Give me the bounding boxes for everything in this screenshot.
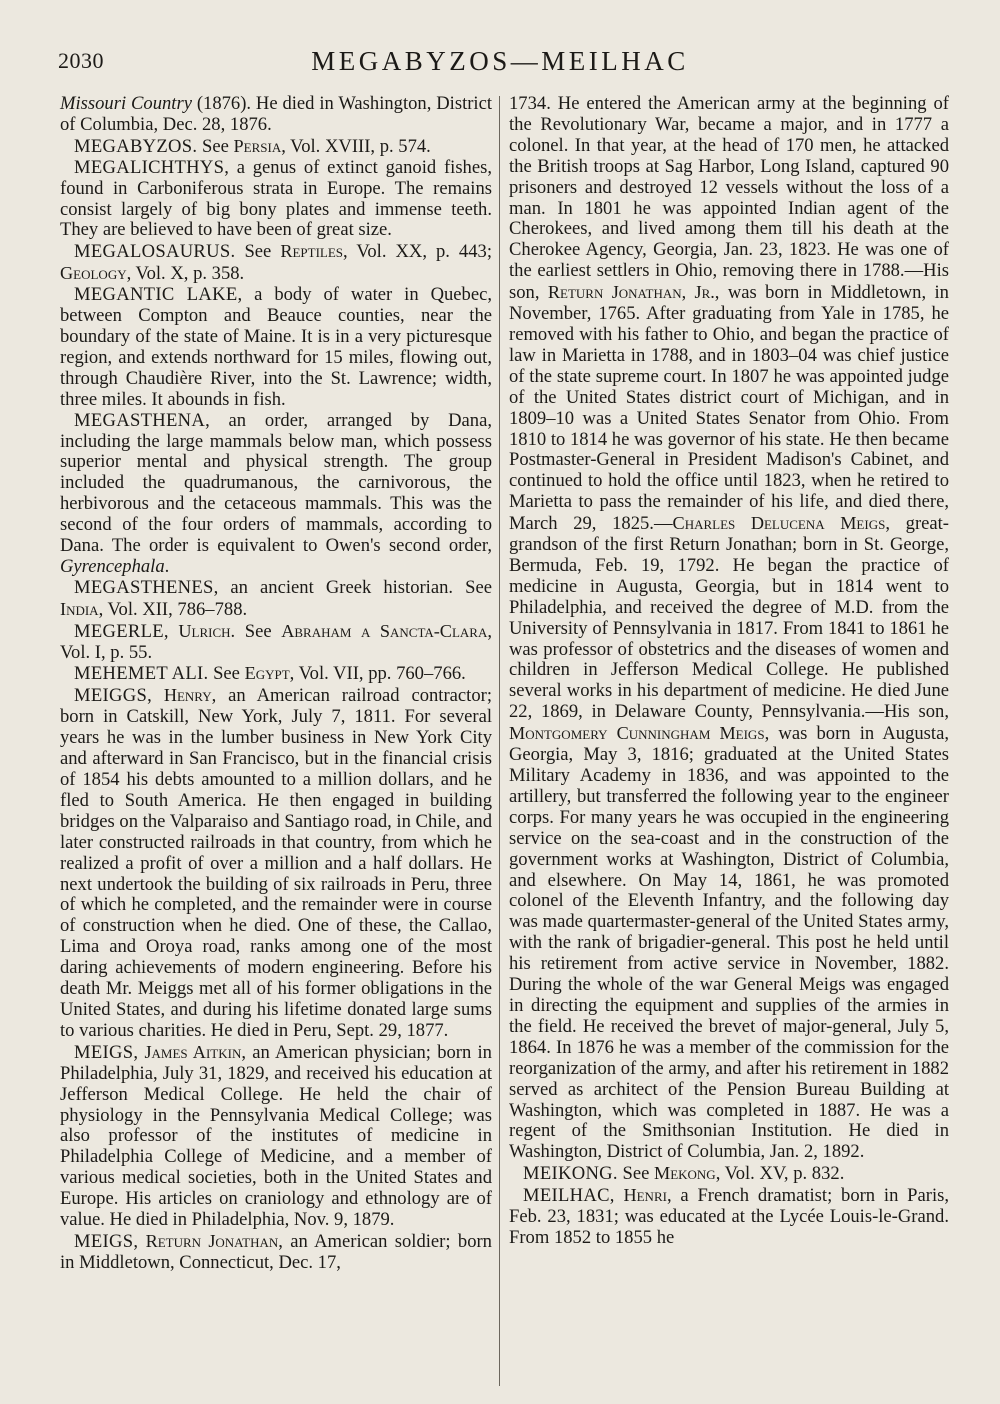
entry-text: , an order, arranged by Dana, including the large mammals below man, which possess superior mental and physical strength. The group included the quadrumanous, the carnivorous, the herbivorous and the cetaceous mammals. This was the second of the four orders of mammals, according to Dana. The order is equivalent to Owen's second order, [60, 409, 492, 557]
entry-meikong [509, 1163, 949, 1185]
entry-text: , Vol. XVIII, p. 574. [281, 135, 431, 157]
entry-headword: MEGABYZOS. [74, 135, 198, 157]
entry-text: , an ancient Greek historian. See [213, 576, 492, 598]
left-column [60, 94, 492, 1274]
given-name: Ulrich [168, 620, 231, 641]
entry-text: , was born in Middletown, in November, 1765. After graduating from Yale in 1785, he removed with his father to Ohio, and began the practice of law in Marietta in 1788, and in 1803–04 was chief justice of the state supreme court. In 1807 he was appointed judge of the United States district court of Michigan, and in 1809–10 was a United States Senator from Ohio. From 1810 to 1814 he was governor of his state. He then became Postmaster-General in President Madison's Cabinet, and continued to hold the office until 1823, when he retired to Marietta to pass the remainder of his life, and died there, March 29, 1825.— [509, 282, 949, 535]
entry-headword: MEGASTHENA [74, 409, 206, 431]
entry-continuation [509, 94, 949, 1163]
given-name: James Aitkin [138, 1041, 242, 1062]
entry-megabyzos [60, 136, 492, 158]
entry-text: , a French dramatist; born in Paris, Feb. 23, 1831; was educated at the Lycée Louis-le-Grand. From 1852 to 1855 he [509, 1185, 949, 1248]
entry-headword: MEGALOSAURUS. [74, 241, 236, 263]
entry-text: See [617, 1163, 654, 1185]
entry-text: , Vol. XX, p. 443; [343, 241, 492, 263]
column-rule [499, 96, 500, 1386]
given-name: Henry [152, 685, 212, 706]
person-name: Montgomery Cunningham Meigs [509, 723, 765, 744]
entry-headword: MEGANTIC LAKE [74, 284, 238, 306]
entry-megalosaurus [60, 241, 492, 285]
given-name: Henri [614, 1185, 667, 1206]
cross-reference: Reptiles [280, 241, 344, 262]
entry-text: . [164, 555, 170, 577]
entry-text: , a genus of extinct ganoid fishes, found in Carboniferous strata in Europe. The remains consist largely of big bony plates and immense teeth. They are believed to have been of great size. [60, 156, 492, 241]
entry-meigs-return-jonathan [60, 1231, 492, 1274]
entry-headword: MEIGS, [74, 1041, 139, 1063]
entry-text: See [235, 241, 281, 263]
person-name: Return Jonathan, Jr. [547, 282, 715, 303]
entry-text: , Vol. X, p. 358. [126, 263, 245, 285]
entry-text: , Vol. XV, p. 832. [715, 1163, 845, 1185]
person-name: Charles Delucena Meigs [672, 513, 886, 534]
entry-megerle [60, 621, 492, 664]
italic-title: Missouri Country [60, 93, 192, 114]
entry-meigs-james-aitkin [60, 1042, 492, 1231]
entry-meilhac [509, 1185, 949, 1249]
running-head: MEGABYZOS—MEILHAC [311, 46, 689, 76]
entry-text: , an American soldier; born in Middletown, Connecticut, Dec. 17, [60, 1230, 492, 1273]
page-number: 2030 [58, 48, 104, 73]
entry-text: See [197, 135, 234, 157]
entry-text: , Vol. VII, pp. 760–766. [289, 663, 466, 685]
entry-headword: MEGASTHENES [74, 576, 214, 598]
entry-headword: MEIGGS, [74, 685, 153, 707]
entry-headword: MEILHAC, [523, 1185, 615, 1207]
given-name: Return Jonathan [138, 1230, 279, 1251]
entry-text: See [208, 663, 245, 685]
cross-reference: Egypt [244, 663, 290, 684]
entry-text: , great-grandson of the first Return Jonathan; born in St. George, Bermuda, Feb. 19, 1792. He began the practice of medicine in Augusta, Georgia, but in 1814 went to Philadelphia, and received the degree of M.D. from the University of Pennsylvania in 1817. From 1841 to 1861 he was professor of obstetrics and the diseases of women and children in Jefferson Medical College. He published several works in his department of medicine. He died June 22, 1869, in Delaware County, Pennsylvania.—His son, [509, 513, 949, 723]
entry-text: , Vol. XII, 786–788. [98, 598, 248, 620]
cross-reference: Geology [60, 263, 127, 284]
entry-text: , a body of water in Quebec, between Compton and Beauce counties, near the boundary of the state of Maine. It is in a very picturesque region, and extends northward for 15 miles, flowing out, through Chaudière River, into the St. Lawrence; width, three miles. It abounds in fish. [60, 284, 492, 410]
cross-reference: India [60, 598, 99, 619]
entry-megantic-lake [60, 285, 492, 410]
entry-continuation [60, 94, 492, 136]
cross-reference: Abraham a Sancta-Clara [281, 620, 488, 641]
entry-headword: MEGALICHTHYS [74, 156, 225, 178]
entry-mehemet-ali [60, 663, 492, 685]
entry-headword: MEIGS, [74, 1230, 139, 1252]
entry-text: . See [230, 620, 282, 642]
entry-text: , an American physician; born in Philadelphia, July 31, 1829, and received his education at Jefferson Medical College. He held the chair of physiology in the Pennsylvania Medical College; was also professor of the institutes of medicine in Philadelphia College of Medicine, and a member of various medical societies, both in the United States and Europe. His articles on craniology and ethnology are of value. He died in Philadelphia, Nov. 9, 1879. [60, 1041, 492, 1231]
entry-text: , an American railroad contractor; born in Catskill, New York, July 7, 1811. For several years he was in the lumber business in New York City and afterward in San Francisco, but in the financial crisis of 1854 his debts amounted to a million dollars, and he fled to South America. He then engaged in building bridges on the Valparaiso and Santiago road, in Chile, and later constructed railroads in that country, from which he realized a profit of over a million and a half dollars. He next undertook the building of six railroads in Peru, three of which he completed, and the remainder were in course of construction when he died. One of these, the Callao, Lima and Oroya road, ranks among one of the most daring achievements of modern engineering. Before his death Mr. Meiggs met all of his former obligations in the United States, and during his lifetime donated large sums to various charities. He died in Peru, Sept. 29, 1877. [60, 685, 492, 1041]
entry-text: (1876). He died in Washington, District of Columbia, Dec. 28, 1876. [60, 93, 493, 135]
entry-megalichthys [60, 158, 492, 242]
cross-reference: Mekong [654, 1163, 716, 1184]
cross-reference: Persia [233, 135, 282, 156]
entry-headword: MEHEMET ALI. [74, 663, 209, 685]
entry-text: 1734. He entered the American army at the beginning of the Revolutionary War, became a major, and in 1777 a colonel. In that year, at the head of 170 men, he attacked the British troops at Sag Harbor, Long Island, captured 90 prisoners and destroyed 12 vessels without the loss of a man. In 1801 he was appointed Indian agent of the Cherokees, and lived among them till his death at the Cherokee Agency, Georgia, Jan. 23, 1823. He was one of the earliest settlers in Ohio, removing there in 1788.—His son, [509, 93, 949, 304]
italic-term: Gyrencephala [60, 555, 165, 577]
entry-headword: MEIKONG. [523, 1163, 618, 1185]
entry-megasthena [60, 411, 492, 578]
entry-megasthenes [60, 578, 492, 621]
entry-headword: MEGERLE, [74, 620, 169, 642]
entry-meiggs-henry [60, 685, 492, 1041]
entry-text: , was born in Augusta, Georgia, May 3, 1816; graduated at the United States Military Academy in 1836, and was appointed to the artillery, but transferred the following year to the engineer corps. For many years he was occupied in the engineering service on the sea-coast and in the construction of the government works at Washington, District of Columbia, and elsewhere. On May 14, 1861, he was promoted colonel of the Eleventh Infantry, and the following day was made quartermaster-general of the United States army, with the rank of brigadier-general. This post he held until his retirement from active service in November, 1882. During the whole of the war General Meigs was engaged in directing the equipment and supplies of the armies in the field. He received the brevet of major-general, July 5, 1864. In 1876 he was a member of the commission for the reorganization of the army, and after his retirement in 1882 served as architect of the Pension Bureau Building at Washington, which was completed in 1887. He was a regent of the Smithsonian Institution. He died in Washington, District of Columbia, Jan. 2, 1892. [509, 723, 949, 1163]
right-column [509, 94, 949, 1249]
entry-text: , Vol. I, p. 55. [60, 620, 492, 663]
